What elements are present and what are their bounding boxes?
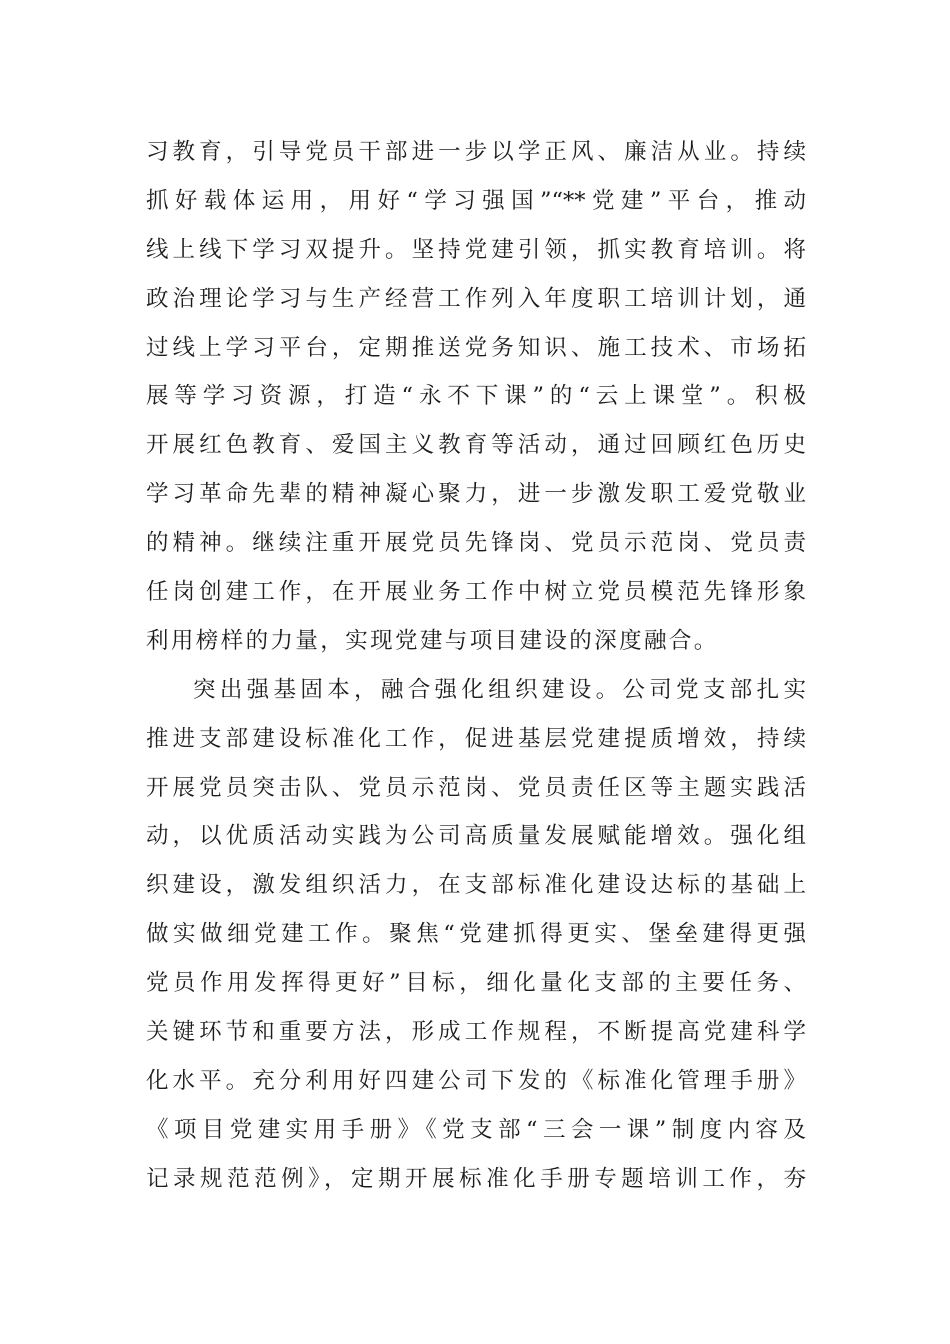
text-line: 织建设，激发组织活力，在支部标准化建设达标的基础上 [146, 872, 806, 899]
text-line: 党员作用发挥得更好”目标，细化量化支部的主要任务、 [146, 970, 806, 997]
text-line: 习教育，引导党员干部进一步以学正风、廉洁从业。持续 [146, 139, 806, 165]
text-line: 推进支部建设标准化工作，促进基层党建提质增效，持续 [146, 725, 806, 752]
paragraph-first-line: 突出强基固本，融合强化组织建设。公司党支部扎实 [193, 676, 806, 703]
text-line: 开展红色教育、爱国主义教育等活动，通过回顾红色历史 [146, 432, 806, 459]
paragraph-last-line: 利用榜样的力量，实现党建与项目建设的深度融合。 [146, 627, 719, 654]
text-line: 线上线下学习双提升。坚持党建引领，抓实教育培训。将 [146, 236, 806, 263]
text-line: 学习革命先辈的精神凝心聚力，进一步激发职工爱党敬业 [146, 481, 806, 508]
text-line: 化水平。充分利用好四建公司下发的《标准化管理手册》 [146, 1067, 806, 1094]
body-text [146, 128, 806, 1204]
text-line: 任岗创建工作，在开展业务工作中树立党员模范先锋形象 [146, 579, 806, 606]
text-line: 的精神。继续注重开展党员先锋岗、党员示范岗、党员责 [146, 530, 806, 557]
text-line: 开展党员突击队、党员示范岗、党员责任区等主题实践活 [146, 774, 806, 801]
text-line: 过线上学习平台，定期推送党务知识、施工技术、市场拓 [146, 334, 806, 361]
text-line: 关键环节和重要方法，形成工作规程，不断提高党建科学 [146, 1019, 806, 1046]
text-line: 做实做细党建工作。聚焦“党建抓得更实、堡垒建得更强 [146, 921, 806, 948]
text-line: 抓好载体运用，用好“学习强国”“**党建”平台，推动 [146, 187, 806, 214]
text-line: 《项目党建实用手册》《党支部“三会一课”制度内容及 [146, 1116, 806, 1143]
text-line: 动，以优质活动实践为公司高质量发展赋能增效。强化组 [146, 823, 806, 850]
text-line: 展等学习资源，打造“永不下课”的“云上课堂”。积极 [146, 383, 806, 410]
text-line: 记录规范范例》，定期开展标准化手册专题培训工作，夯 [146, 1165, 806, 1192]
text-line: 政治理论学习与生产经营工作列入年度职工培训计划，通 [146, 285, 806, 312]
